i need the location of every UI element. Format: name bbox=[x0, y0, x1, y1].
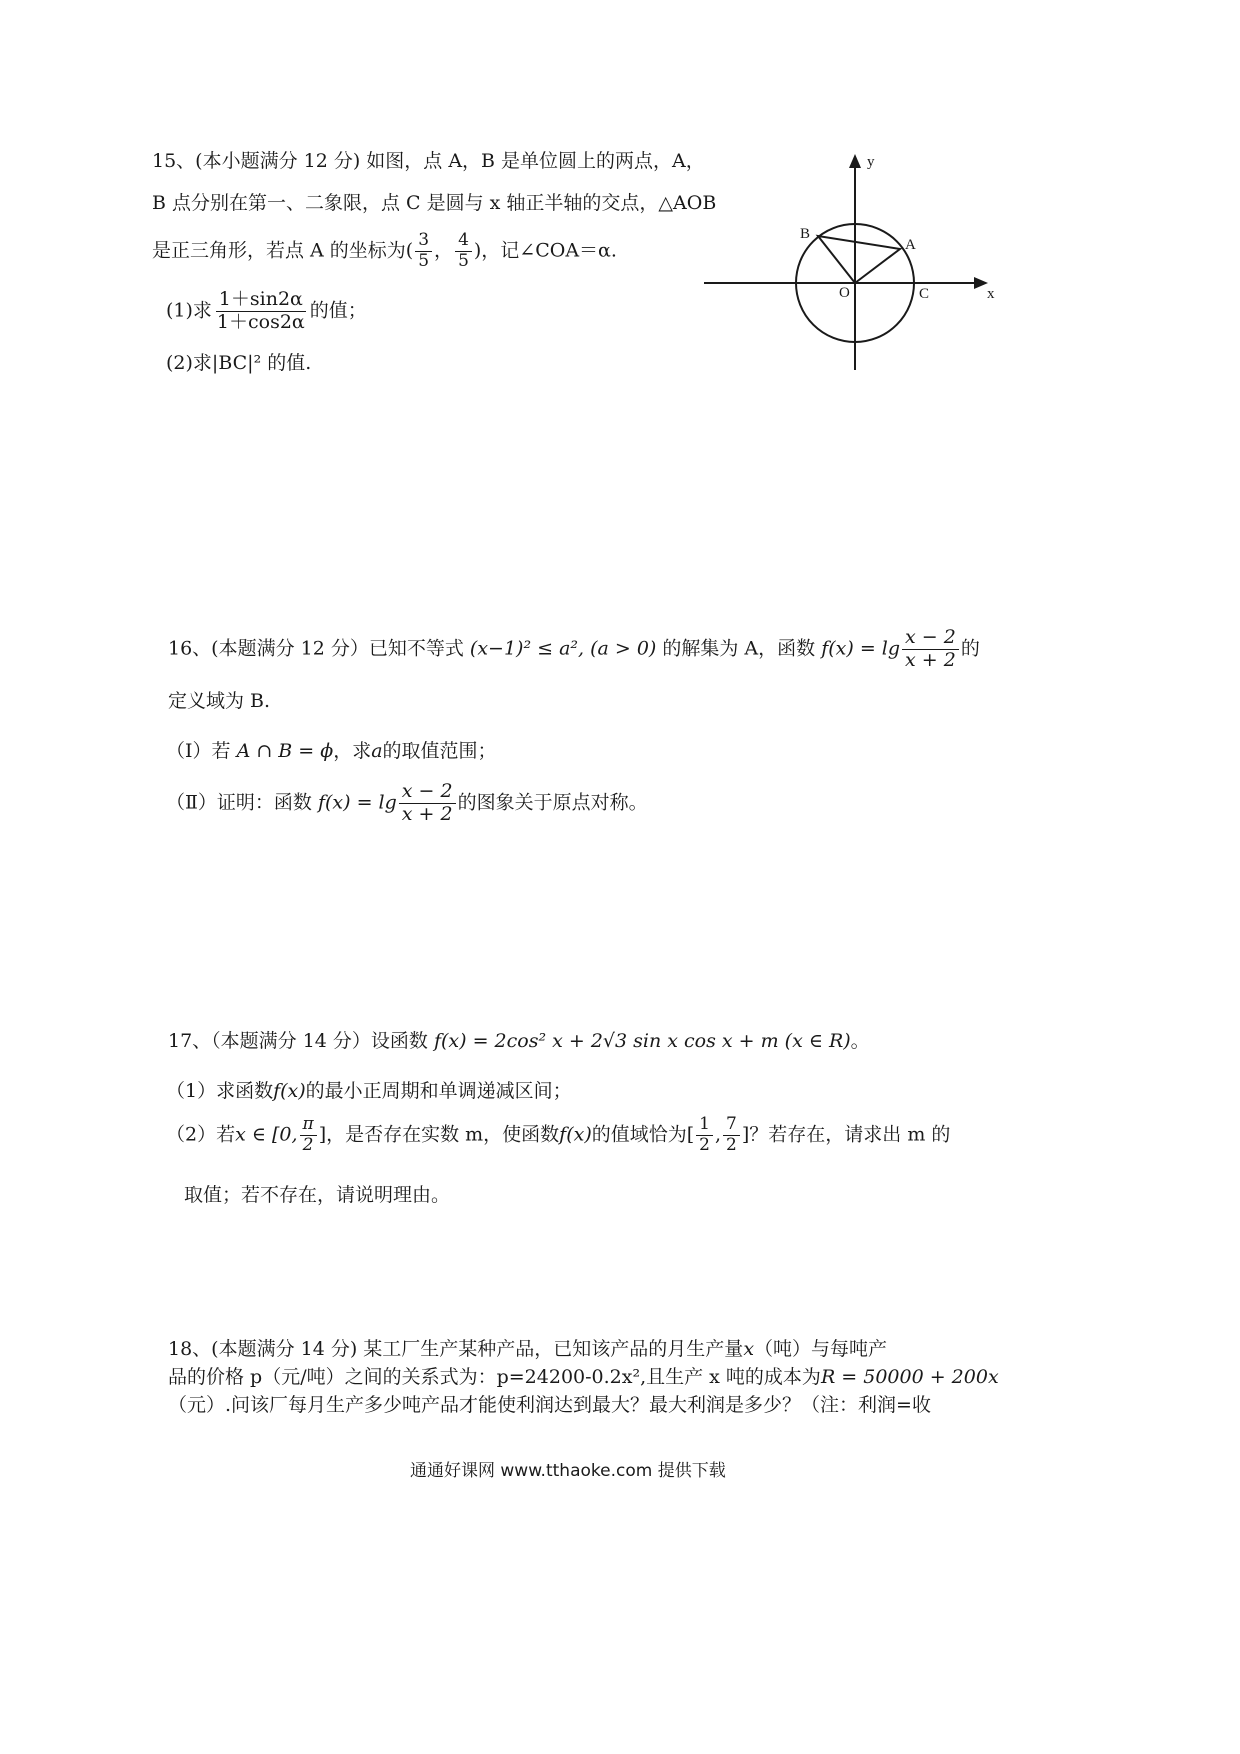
q15-line2: B 点分别在第一、二象限，点 C 是圆与 x 轴正半轴的交点，△AOB bbox=[152, 192, 717, 214]
x-axis-arrow bbox=[974, 277, 988, 289]
q17-function: f(x) = 2cos² x + 2√3 sin x cos x + m (x ∈ R) bbox=[433, 1030, 851, 1052]
y-axis-arrow bbox=[849, 154, 861, 168]
q15-line3-pre: 是正三角形，若点 A 的坐标为( bbox=[152, 239, 414, 262]
half-fraction: $\frac{1}{2}$ bbox=[696, 1116, 713, 1155]
label-a: A bbox=[905, 237, 916, 253]
q17-line1: 17、（本题满分 14 分）设函数 f(x) = 2cos² x + 2√3 sin x cos x + m (x ∈ R)。 bbox=[168, 1030, 870, 1052]
pi-over-2-fraction: $\frac{\pi}{2}$ bbox=[300, 1116, 317, 1155]
trig-fraction: $\frac{1+\sin 2\alpha}{1+\cos 2\alpha}$ bbox=[216, 288, 305, 333]
q16-log-fraction-2: $\frac{x - 2}{x + 2}$ bbox=[399, 782, 456, 825]
q16-log-fraction: $\frac{x - 2}{x + 2}$ bbox=[902, 628, 959, 671]
label-y: y bbox=[867, 154, 875, 170]
q18-line1: 18、(本题满分 14 分) 某工厂生产某种产品，已知该产品的月生产量x（吨）与每吨产 bbox=[168, 1338, 888, 1360]
q17-part2: （2）若x ∈ [0, $\frac{\pi}{2}$ ]，是否存在实数 m，使函数f(x)的值域恰为[ $\frac{1}{2}$ , $\frac{7}{2}$ ]？若存在，请求出 m 的 bbox=[166, 1114, 951, 1155]
q15-line3-post: )，记∠COA＝α. bbox=[473, 239, 617, 262]
label-x: x bbox=[987, 286, 995, 302]
q16-inequality: (x−1)² ≤ a², (a > 0) bbox=[469, 637, 657, 660]
q16-line2: 定义域为 B. bbox=[168, 690, 271, 712]
q16-line1: 16、(本题满分 12 分）已知不等式 (x−1)² ≤ a², (a > 0) 的解集为 A，函数 f(x) = lg $\frac{x - 2}{x + 2}$ 的 bbox=[168, 626, 980, 671]
unit-circle-figure bbox=[700, 148, 1010, 378]
q16-part1: （Ⅰ）若 A ∩ B = ϕ，求a的取值范围； bbox=[166, 740, 497, 762]
q18-line2: 品的价格 p（元/吨）之间的关系式为：p=24200-0.2x²,且生产 x 吨的成本为R = 50000 + 200x bbox=[168, 1366, 999, 1388]
q18-line3: （元）.问该厂每月生产多少吨产品才能使利润达到最大？最大利润是多少？（注：利润=收 bbox=[168, 1394, 931, 1416]
q15-line1: 15、(本小题满分 12 分) 如图，点 A，B 是单位圆上的两点，A， bbox=[152, 150, 705, 172]
q15-part2: (2)求|BC|² 的值. bbox=[166, 352, 312, 374]
label-b: B bbox=[800, 226, 811, 242]
triangle-aob bbox=[818, 236, 900, 283]
label-o: O bbox=[839, 285, 850, 301]
footer-credit: 通通好课网 www.tthaoke.com 提供下载 bbox=[410, 1461, 726, 1481]
label-c: C bbox=[919, 286, 930, 302]
q17-part1: （1）求函数f(x)的最小正周期和单调递减区间； bbox=[166, 1080, 572, 1102]
q15-line3: 是正三角形，若点 A 的坐标为( $\frac{3}{5}$ ， $\frac{4}{5}$ )，记∠COA＝α. bbox=[152, 230, 617, 271]
q16-part2: （Ⅱ）证明：函数 f(x) = lg $\frac{x - 2}{x + 2}$ 的图象关于原点对称。 bbox=[166, 780, 648, 825]
q16-function: f(x) = lg bbox=[821, 637, 901, 660]
q17-line3: 取值；若不存在，请说明理由。 bbox=[184, 1184, 451, 1206]
q15-part1: (1)求 $\frac{1+\sin 2\alpha}{1+\cos 2\alpha}$ 的值； bbox=[166, 288, 367, 333]
q18-cost-formula: R = 50000 + 200x bbox=[820, 1366, 999, 1388]
coord-x-fraction: $\frac{3}{5}$ bbox=[415, 232, 432, 271]
q16-set-condition: A ∩ B = ϕ bbox=[236, 740, 334, 762]
seven-halves-fraction: $\frac{7}{2}$ bbox=[723, 1116, 740, 1155]
coord-y-fraction: $\frac{4}{5}$ bbox=[455, 232, 472, 271]
